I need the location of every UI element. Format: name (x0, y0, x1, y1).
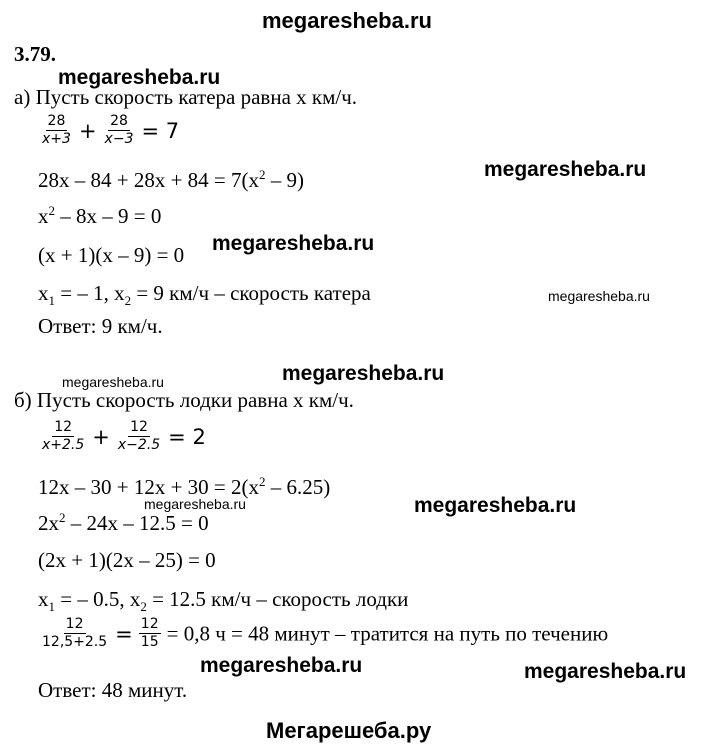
watermark: megaresheba.ru (414, 494, 577, 517)
part-a-line4: (x + 1)(x – 9) = 0 (38, 243, 185, 267)
watermark: megaresheba.ru (548, 288, 650, 304)
watermark: megaresheba.ru (62, 374, 164, 390)
fraction: $\frac{28}{x-3}$ (104, 113, 134, 148)
part-b-line4: (2x + 1)(2x – 25) = 0 (38, 548, 216, 572)
fraction: $\frac{12}{12,5+2.5}$ (42, 616, 108, 651)
watermark: megaresheba.ru (524, 660, 687, 683)
part-b-line2: $12x - 30 + 12x + 30 = 2(x^2 - 6.25)$ (38, 474, 331, 499)
part-a-line2: $28x - 84 + 28x + 84 = 7(x^2 - 9)$ (38, 167, 305, 192)
part-b-intro: б) Пусть скорость лодки равна x км/ч. (14, 388, 354, 412)
part-b-answer: Ответ: 48 минут. (38, 678, 188, 702)
watermark: megaresheba.ru (484, 158, 647, 181)
watermark-top: megaresheba.ru (262, 8, 432, 33)
fraction: $\frac{12}{15}$ (140, 616, 159, 651)
part-b-equation: $\frac{12}{x+2.5}$ + $\frac{12}{x-2.5}$ = 2 (42, 419, 206, 454)
part-a-equation: $\frac{28}{x+3}$ + $\frac{28}{x-3}$ = 7 (42, 113, 180, 148)
watermark-bottom: Мегарешеба.ру (266, 718, 432, 743)
part-b-line5: $x_1$ = – 0.5, $x_2 = 12.5$ км/ч – скорость лодки (38, 587, 409, 615)
part-a-intro: а) Пусть скорость катера равна x км/ч. (14, 85, 358, 109)
part-a-line5: $x_1$ = – 1, $x_2 = 9$ км/ч – скорость катера (38, 281, 371, 309)
fraction: $\frac{12}{x-2.5}$ (117, 419, 161, 454)
problem-number: 3.79. (14, 42, 56, 66)
fraction: $\frac{28}{x+3}$ (42, 113, 71, 148)
watermark: megaresheba.ru (144, 496, 246, 512)
part-a-line3: $x^2 - 8x - 9 = 0$ (38, 203, 162, 228)
part-b-calculation: $\frac{12}{12,5+2.5}$ = $\frac{12}{15}$ = 0,8 ч = 48 минут – тратится на путь по течению (42, 616, 609, 651)
watermark: megaresheba.ru (58, 66, 221, 89)
watermark: megaresheba.ru (212, 232, 375, 255)
part-a-answer: Ответ: 9 км/ч. (38, 314, 163, 338)
part-b-line3: $2x^2 - 24x - 12.5 = 0$ (38, 510, 209, 535)
watermark: megaresheba.ru (282, 362, 445, 385)
watermark: megaresheba.ru (200, 654, 363, 677)
fraction: $\frac{12}{x+2.5}$ (42, 419, 85, 454)
